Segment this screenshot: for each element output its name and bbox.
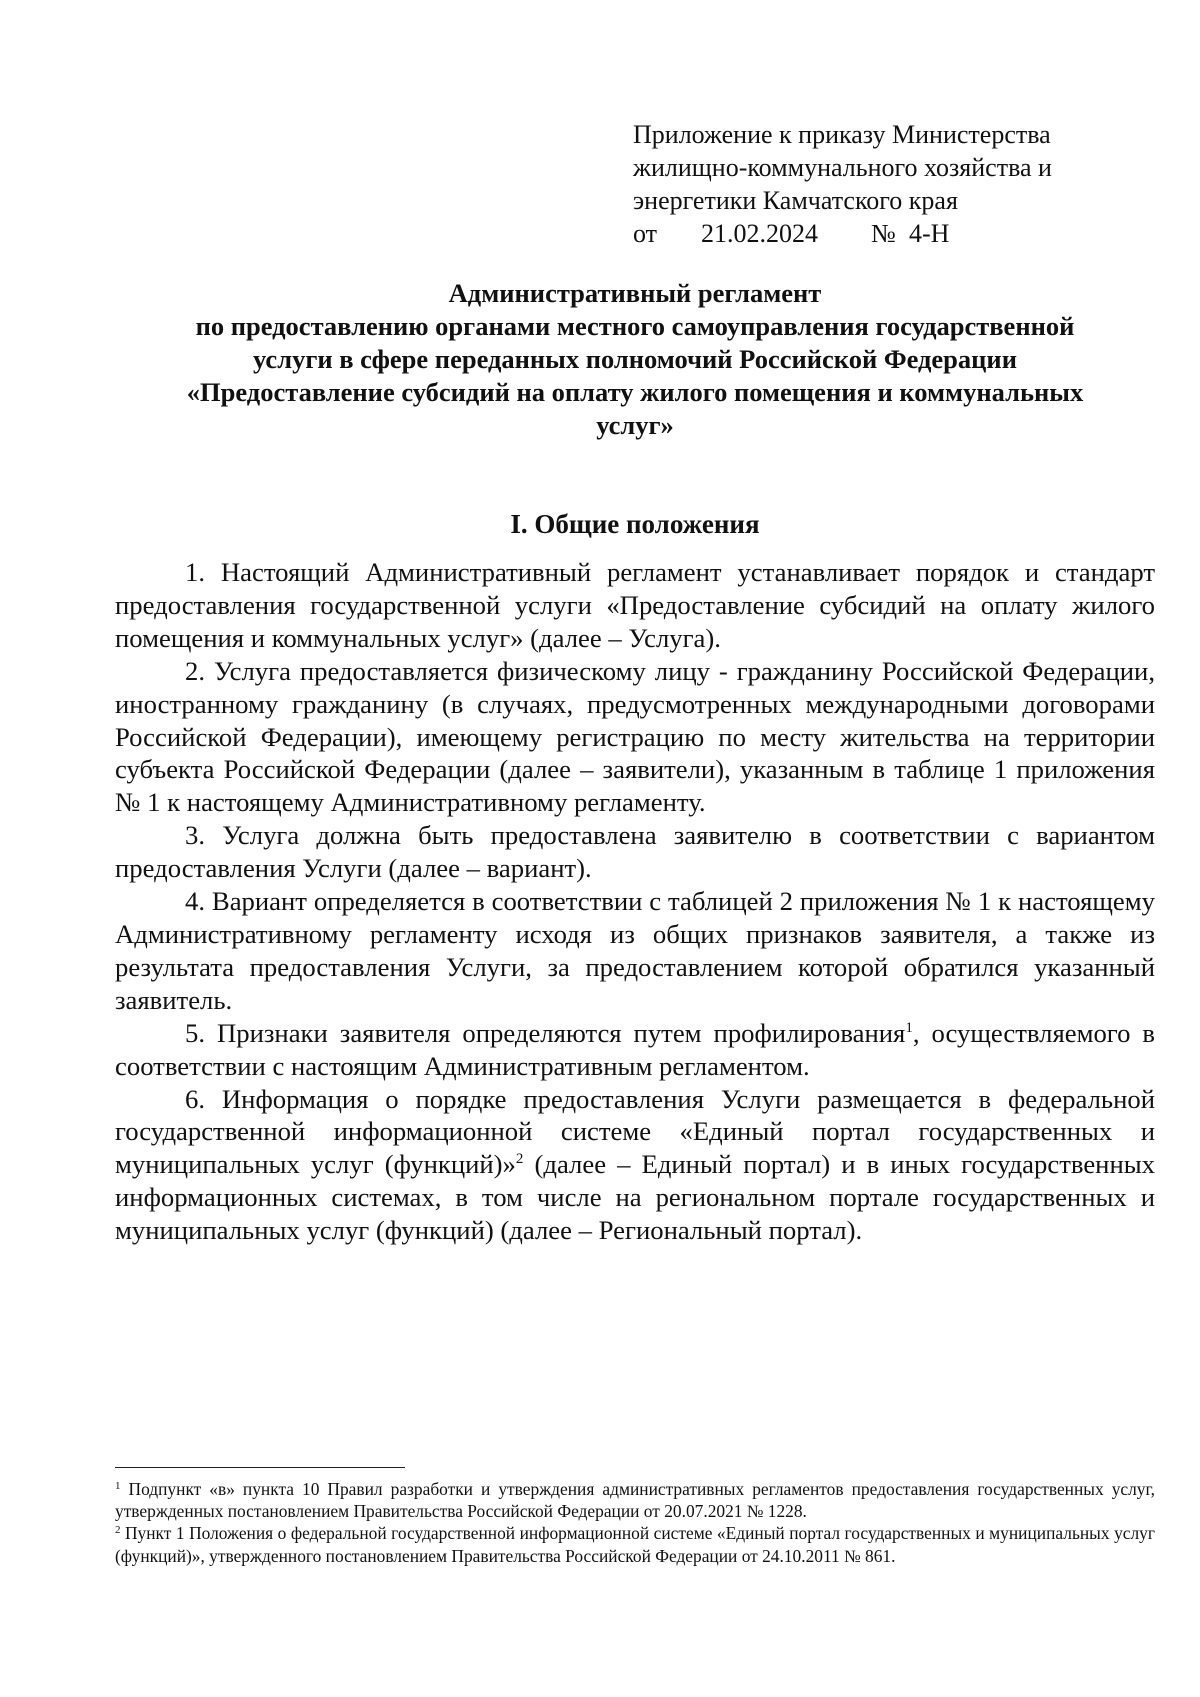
section-body <box>115 556 1155 1247</box>
footnote-divider <box>115 1467 405 1468</box>
paragraph-3: 3. Услуга должна быть предоставлена заявителю в соответствии с вариантом предоставления Услуги (далее – вариант). <box>115 820 1155 884</box>
section-heading: I. Общие положения <box>510 509 760 539</box>
footnote-1-mark: 1 <box>115 1480 121 1492</box>
order-from-label: от <box>633 219 658 248</box>
paragraph-4: 4. Вариант определяется в соответствии с таблицей 2 приложения № 1 к настоящему Административному регламенту исходя из общих признаков заявителя, а также из результата предоставления Услуги, за предоставлением которой обратился указанный заявитель. <box>115 886 1155 1015</box>
approval-block <box>633 118 1133 250</box>
paragraph-5 <box>115 1017 1155 1083</box>
paragraph-5-text-b: , осуществляемого в соответствии с настоящим Административным регламентом. <box>115 1017 1156 1081</box>
paragraph-1: 1. Настоящий Административный регламент устанавливает порядок и стандарт предоставления государственной услуги «Предоставление субсидий на оплату жилого помещения и коммунальных услуг» (далее – Услуга). <box>115 557 1155 653</box>
order-number: 4-Н <box>909 219 950 248</box>
footnote-2-text: Пункт 1 Положения о федеральной государственной информационной системе «Единый портал государственных и муниципальных услуг (функций)», утвержденного постановлением Правительства Российской Федерации от 24.10.2011 № 861. <box>115 1523 1155 1566</box>
order-line <box>633 217 1133 250</box>
title-line-2: по предоставлению органами местного самоуправления государственной <box>195 311 1075 341</box>
order-date: 21.02.2024 <box>701 219 818 248</box>
title-line-1: Административный регламент <box>448 278 822 308</box>
footnote-2 <box>115 1522 1155 1566</box>
document-title <box>115 277 1155 442</box>
title-line-3: услуги в сфере переданных полномочий Российской Федерации <box>253 344 1017 374</box>
approval-line-3: энергетики Камчатского края <box>633 186 958 215</box>
title-line-5: услуг» <box>596 410 674 440</box>
footnote-1-text: Подпункт «в» пункта 10 Правил разработки и утверждения административных регламентов предоставления государственных услуг, утвержденных постановлением Правительства Российской Федерации от 20.07.2021 № 1228. <box>115 1479 1155 1522</box>
title-line-4: «Предоставление субсидий на оплату жилого помещения и коммунальных <box>186 377 1084 407</box>
footnote-1 <box>115 1478 1155 1522</box>
approval-line-1: Приложение к приказу Министерства <box>633 120 1051 149</box>
footnote-2-mark: 2 <box>115 1524 121 1537</box>
footnote-ref-2[interactable]: 2 <box>515 1151 524 1168</box>
paragraph-6-text-b: (далее – Единый портал) и в иных государственных информационных системах, в том числе на региональном портале государственных и муниципальных услуг (функций) (далее – Региональный портал). <box>115 1149 1156 1246</box>
order-number-sign: № <box>871 219 896 248</box>
footnote-ref-1[interactable]: 1 <box>905 1019 913 1036</box>
approval-line-2: жилищно-коммунального хозяйства и <box>633 153 1052 182</box>
paragraph-6 <box>115 1083 1155 1248</box>
paragraph-6-text-a: 6. Информация о порядке предоставления Услуги размещается в федеральной государственной информационной системе «Единый портал государственных и муниципальных услуг (функций)» <box>115 1083 1155 1180</box>
paragraph-5-text-a: 5. Признаки заявителя определяются путем профилирования <box>185 1017 906 1048</box>
paragraph-2: 2. Услуга предоставляется физическому лицу - гражданину Российской Федерации, иностранному гражданину (в случаях, предусмотренных международными договорами Российской Федерации), имеющему регистрацию по месту жительства на территории субъекта Российской Федерации (далее – заявители), указанным в таблице 1 приложения № 1 к настоящему Административному регламенту. <box>115 655 1155 818</box>
footnotes <box>115 1478 1155 1567</box>
